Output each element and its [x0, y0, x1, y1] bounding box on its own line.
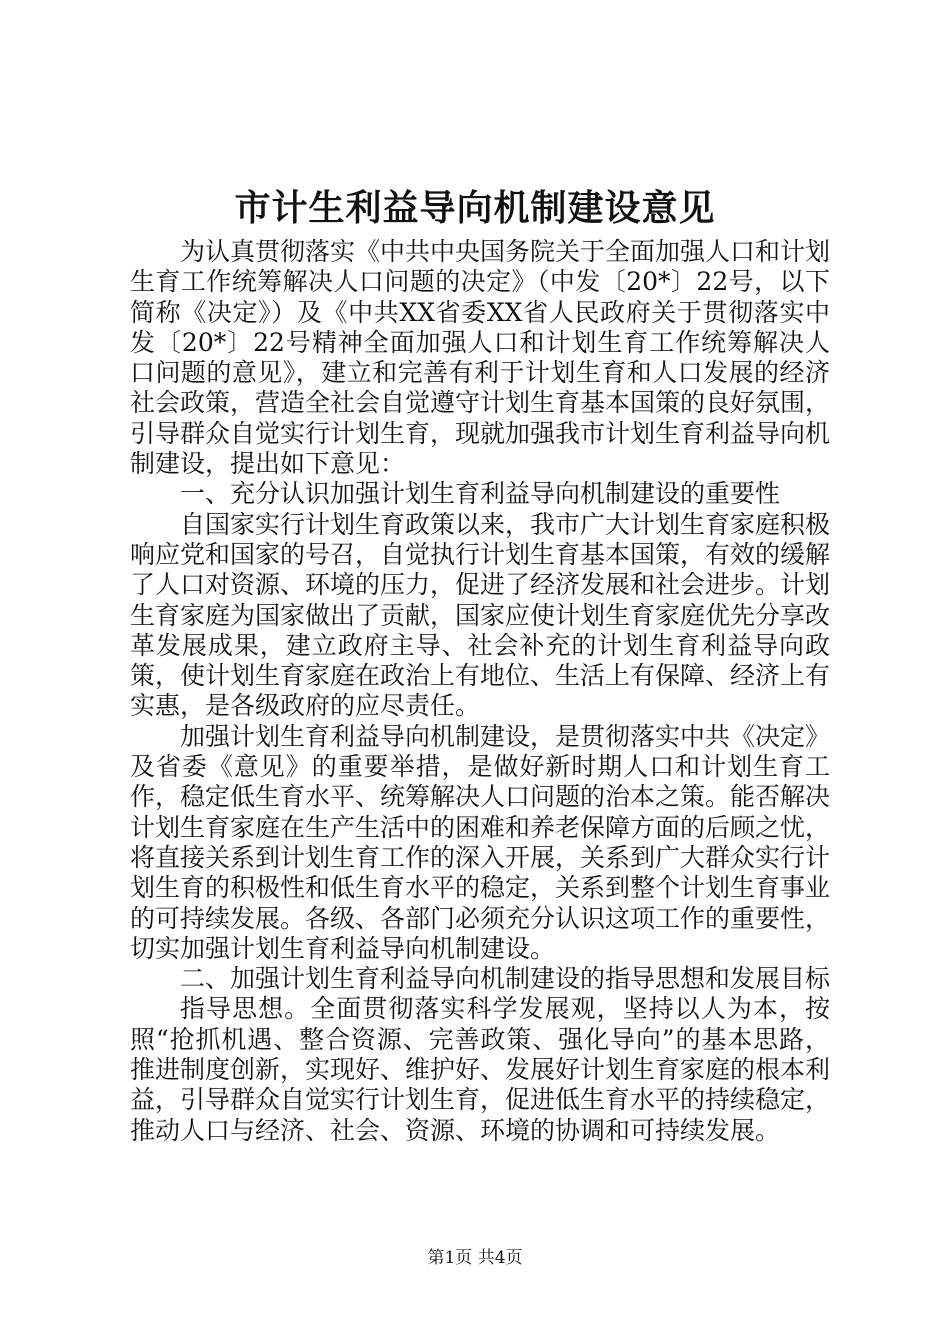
section-heading-1: 一、充分认识加强计划生育利益导向机制建设的重要性 [180, 479, 781, 509]
paragraph-guiding-ideology: 指导思想。全面贯彻落实科学发展观，坚持以人为本，按照“抢抓机遇、整合资源、完善政策、强化导向”的基本思路，推进制度创新，实现好、维护好、发展好计划生育家庭的根本利益，引导群众自觉实行计划生育，促进低生育水平的持续稳定，推动人口与经济、社会、资源、环境的协调和可持续发展。 [130, 994, 831, 1145]
paragraph-background: 自国家实行计划生育政策以来，我市广大计划生育家庭积极响应党和国家的号召，自觉执行计划生育基本国策，有效的缓解了人口对资源、环境的压力，促进了经济发展和社会进步。计划生育家庭为国家做出了贡献，国家应使计划生育家庭优先分享改革发展成果，建立政府主导、社会补充的计划生育利益导向政策，使计划生育家庭在政治上有地位、生活上有保障、经济上有实惠，是各级政府的应尽责任。 [130, 509, 831, 721]
section-heading-2: 二、加强计划生育利益导向机制建设的指导思想和发展目标 [180, 964, 831, 994]
document-title: 市计生利益导向机制建设意见 [234, 187, 716, 229]
paragraph-intro: 为认真贯彻落实《中共中央国务院关于全面加强人口和计划生育工作统筹解决人口问题的决定》（中发〔20*〕22号，以下简称《决定》）及《中共XX省委XX省人民政府关于贯彻落实中发〔20*〕22号精神全面加强人口和计划生育工作统筹解决人口问题的意见》，建立和完善有利于计划生育和人口发展的经济社会政策，营造全社会自觉遵守计划生育基本国策的良好氛围，引导群众自觉实行计划生育，现就加强我市计划生育利益导向机制建设，提出如下意见： [130, 237, 831, 479]
paragraph-importance: 加强计划生育利益导向机制建设，是贯彻落实中共《决定》及省委《意见》的重要举措，是做好新时期人口和计划生育工作，稳定低生育水平、统筹解决人口问题的治本之策。能否解决计划生育家庭在生产生活中的困难和养老保障方面的后顾之忧，将直接关系到计划生育工作的深入开展，关系到广大群众实行计划生育的积极性和低生育水平的稳定，关系到整个计划生育事业的可持续发展。各级、各部门必须充分认识这项工作的重要性，切实加强计划生育利益导向机制建设。 [130, 721, 831, 963]
document-body [130, 237, 830, 1146]
page-number-footer: 第1页 共4页 [427, 1248, 523, 1268]
